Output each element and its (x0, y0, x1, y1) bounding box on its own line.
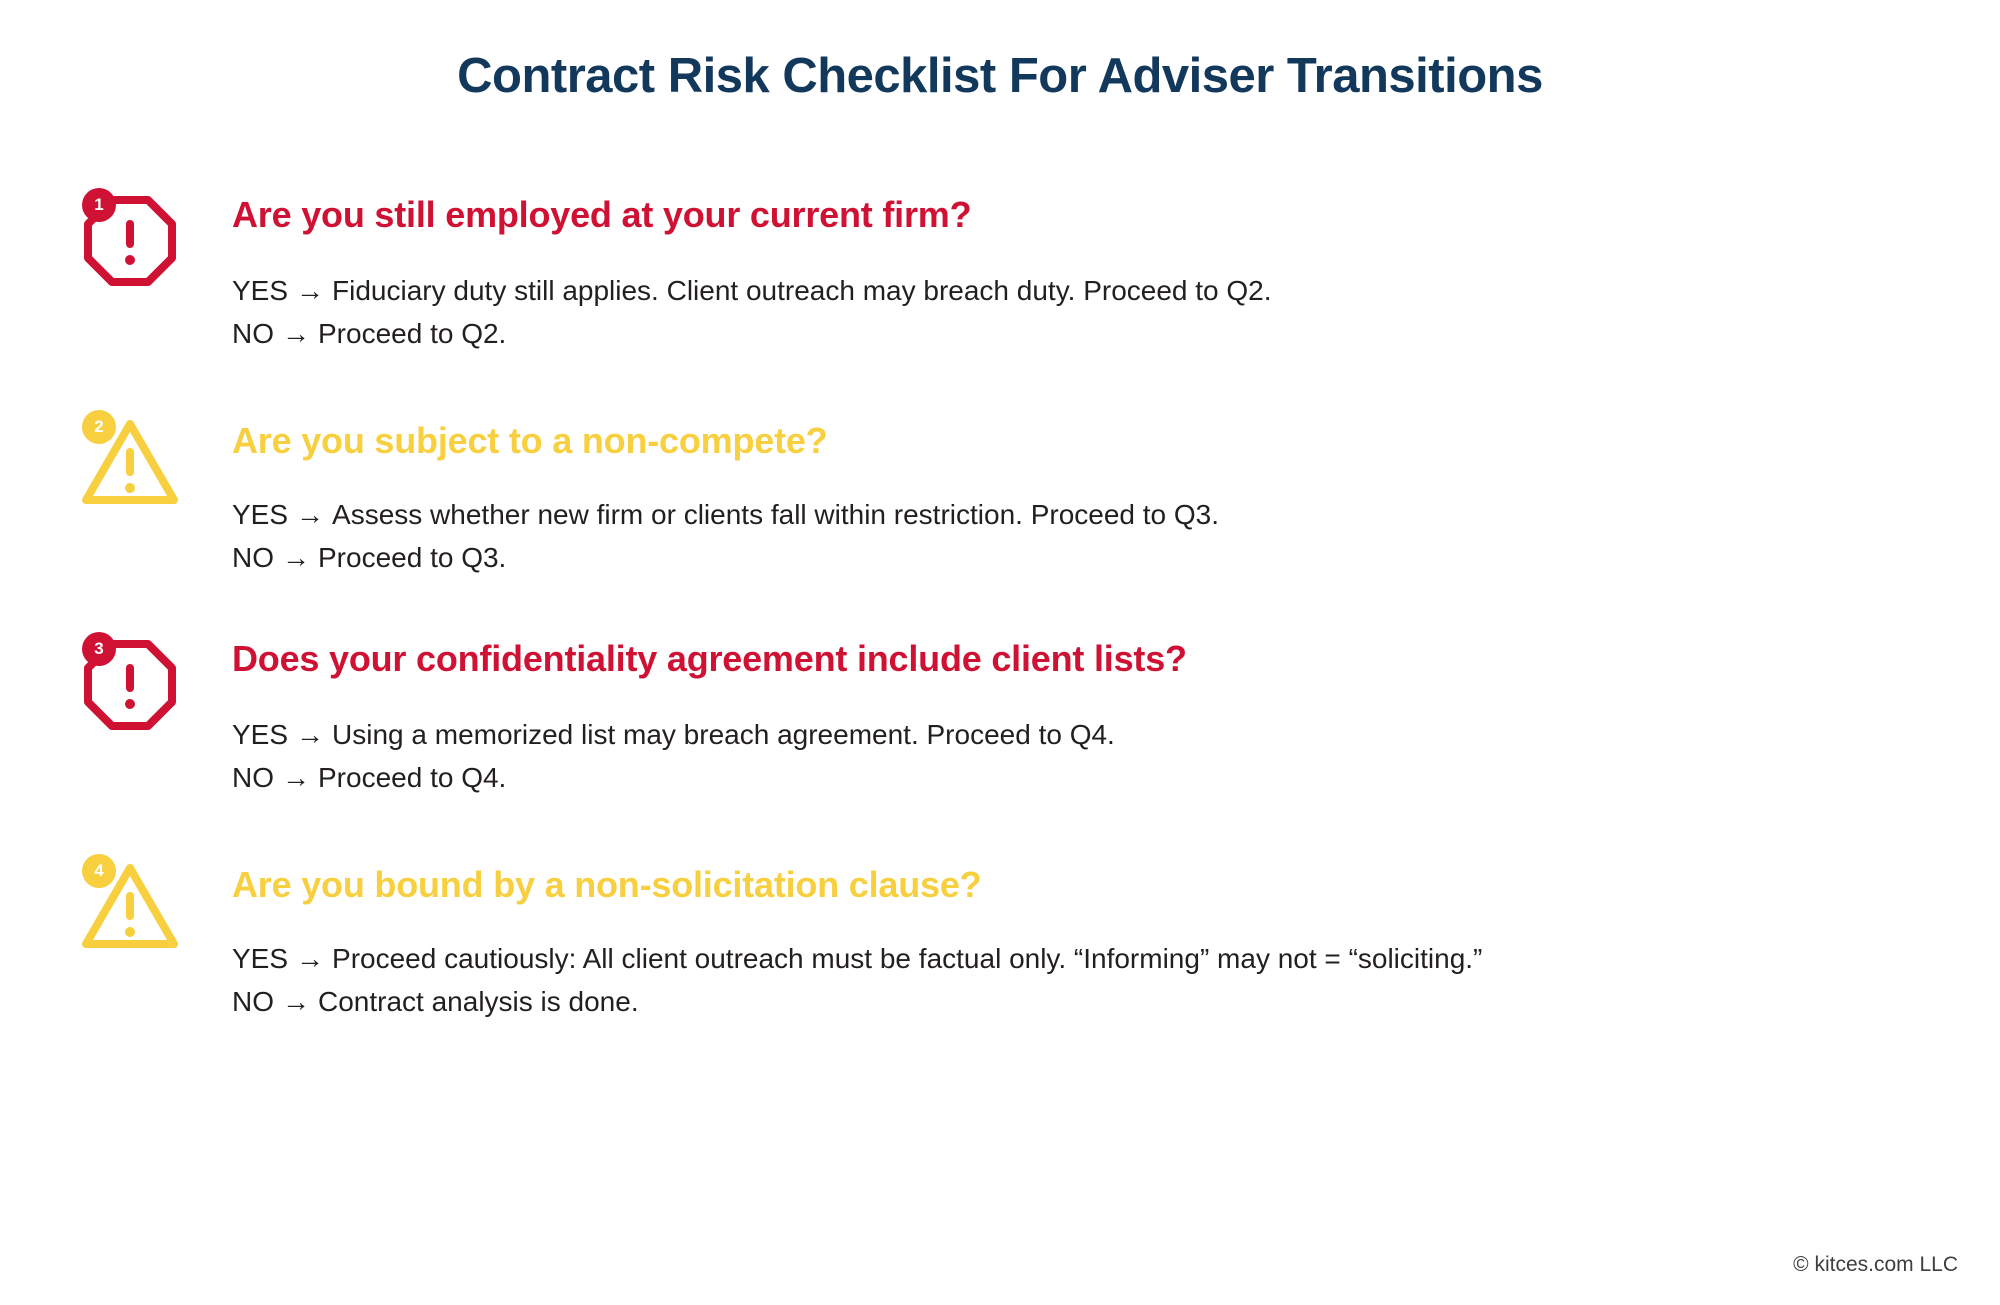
page-title: Contract Risk Checklist For Adviser Transitions (457, 49, 1543, 103)
answer-label: NO (232, 985, 274, 1017)
octagon-exclamation-icon (82, 194, 186, 286)
answer-list (232, 270, 1272, 355)
checklist-item (0, 410, 2000, 580)
answer-text: Assess whether new firm or clients fall within restriction. Proceed to Q3. (332, 499, 1220, 530)
answer-label: YES (232, 719, 289, 750)
answer-label: NO (232, 317, 274, 349)
arrow-icon: → (296, 275, 325, 306)
step-number-badge: 1 (82, 188, 116, 222)
answer-list (232, 494, 1219, 579)
step-number-badge: 3 (82, 632, 116, 666)
answer-label: YES (232, 943, 289, 974)
checklist-item (0, 632, 2000, 802)
answer-row (232, 981, 1482, 1024)
answer-row (232, 938, 1482, 981)
triangle-exclamation-icon (82, 416, 186, 508)
arrow-icon: → (296, 943, 325, 974)
checklist-item (0, 188, 2000, 358)
answer-text: Using a memorized list may breach agreement. Proceed to Q4. (332, 719, 1115, 750)
step-number-badge: 4 (82, 854, 116, 888)
answer-label: NO (232, 761, 274, 793)
question-text: Does your confidentiality agreement include client lists? (232, 638, 1187, 679)
arrow-icon: → (282, 541, 310, 573)
question-text: Are you bound by a non-solicitation clause? (232, 864, 982, 905)
checklist (0, 188, 2000, 1076)
answer-list (232, 938, 1482, 1023)
step-number-badge: 2 (82, 410, 116, 444)
question-text: Are you subject to a non-compete? (232, 420, 828, 461)
answer-row (232, 537, 1219, 580)
triangle-exclamation-icon (82, 860, 186, 952)
octagon-exclamation-icon (82, 638, 186, 730)
answer-label: YES (232, 499, 289, 530)
answer-row (232, 270, 1272, 313)
arrow-icon: → (282, 317, 310, 349)
answer-list (232, 714, 1115, 799)
answer-text: Proceed to Q3. (318, 541, 507, 573)
answer-text: Contract analysis is done. (318, 985, 639, 1017)
answer-text: Proceed cautiously: All client outreach must be factual only. “Informing” may not = “soliciting.” (332, 943, 1483, 974)
answer-row (232, 714, 1115, 757)
answer-text: Proceed to Q4. (318, 761, 507, 793)
answer-row (232, 313, 1272, 356)
copyright-notice: © kitces.com LLC (1793, 1253, 1958, 1276)
answer-text: Proceed to Q2. (318, 317, 507, 349)
arrow-icon: → (282, 761, 310, 793)
answer-text: Fiduciary duty still applies. Client outreach may breach duty. Proceed to Q2. (332, 275, 1272, 306)
checklist-item (0, 854, 2000, 1024)
arrow-icon: → (296, 719, 325, 750)
question-text: Are you still employed at your current firm? (232, 194, 972, 235)
answer-row (232, 494, 1219, 537)
arrow-icon: → (282, 985, 310, 1017)
answer-label: NO (232, 541, 274, 573)
answer-row (232, 757, 1115, 800)
answer-label: YES (232, 275, 289, 306)
arrow-icon: → (296, 499, 325, 530)
